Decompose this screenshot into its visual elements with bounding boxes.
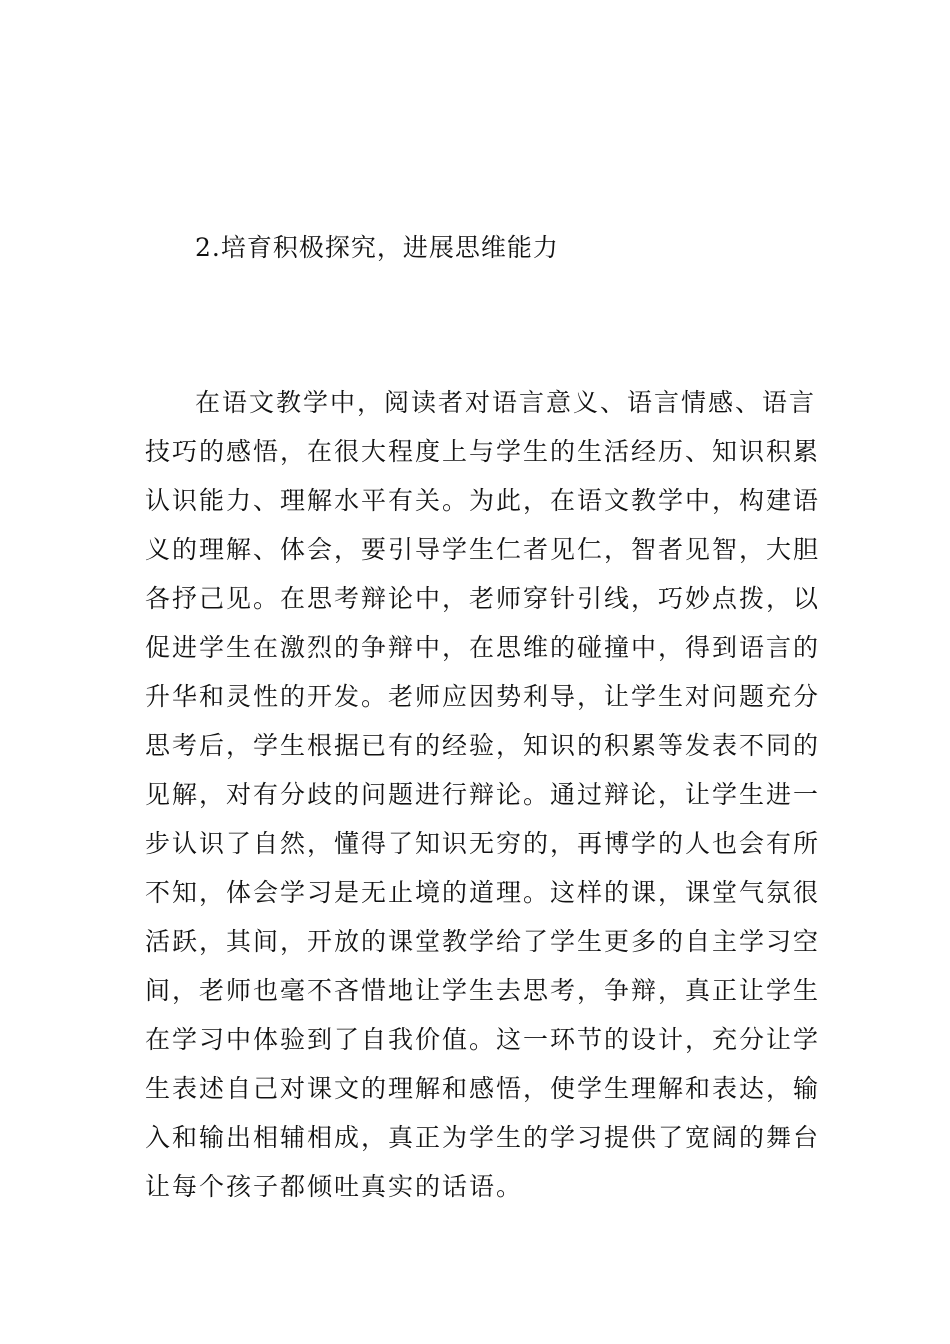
paragraph-line: 让每个孩子都倾吐真实的话语。 bbox=[145, 1172, 524, 1201]
paragraph-line: 义的理解、体会，要引导学生仁者见仁，智者见智，大胆 bbox=[145, 535, 821, 564]
paragraph-line: 促进学生在激烈的争辩中，在思维的碰撞中，得到语言的 bbox=[145, 633, 821, 662]
paragraph-line: 入和输出相辅相成，真正为学生的学习提供了宽阔的舞台 bbox=[145, 1123, 821, 1152]
paragraph-line: 步认识了自然，懂得了知识无穷的，再博学的人也会有所 bbox=[145, 829, 821, 858]
paragraph-line: 在语文教学中，阅读者对语言意义、语言情感、语言 bbox=[195, 388, 817, 417]
section-heading: 2.培育积极探究，进展思维能力 bbox=[195, 233, 559, 262]
paragraph-line: 间，老师也毫不吝惜地让学生去思考，争辩，真正让学生 bbox=[145, 976, 821, 1005]
paragraph-line: 升华和灵性的开发。老师应因势利导，让学生对问题充分 bbox=[145, 682, 821, 711]
paragraph-line: 活跃，其间，开放的课堂教学给了学生更多的自主学习空 bbox=[145, 927, 821, 956]
paragraph-line: 技巧的感悟，在很大程度上与学生的生活经历、知识积累 bbox=[145, 437, 821, 466]
paragraph-line: 在学习中体验到了自我价值。这一环节的设计，充分让学 bbox=[145, 1025, 821, 1054]
paragraph-line: 各抒己见。在思考辩论中，老师穿针引线，巧妙点拨，以 bbox=[145, 584, 821, 613]
paragraph-line: 认识能力、理解水平有关。为此，在语文教学中，构建语 bbox=[145, 486, 821, 515]
paragraph-line: 见解，对有分歧的问题进行辩论。通过辩论，让学生进一 bbox=[145, 780, 821, 809]
paragraph-line: 不知，体会学习是无止境的道理。这样的课，课堂气氛很 bbox=[145, 878, 821, 907]
paragraph-line: 思考后，学生根据已有的经验，知识的积累等发表不同的 bbox=[145, 731, 821, 760]
paragraph-line: 生表述自己对课文的理解和感悟，使学生理解和表达，输 bbox=[145, 1074, 821, 1103]
body-paragraph bbox=[145, 378, 821, 1211]
